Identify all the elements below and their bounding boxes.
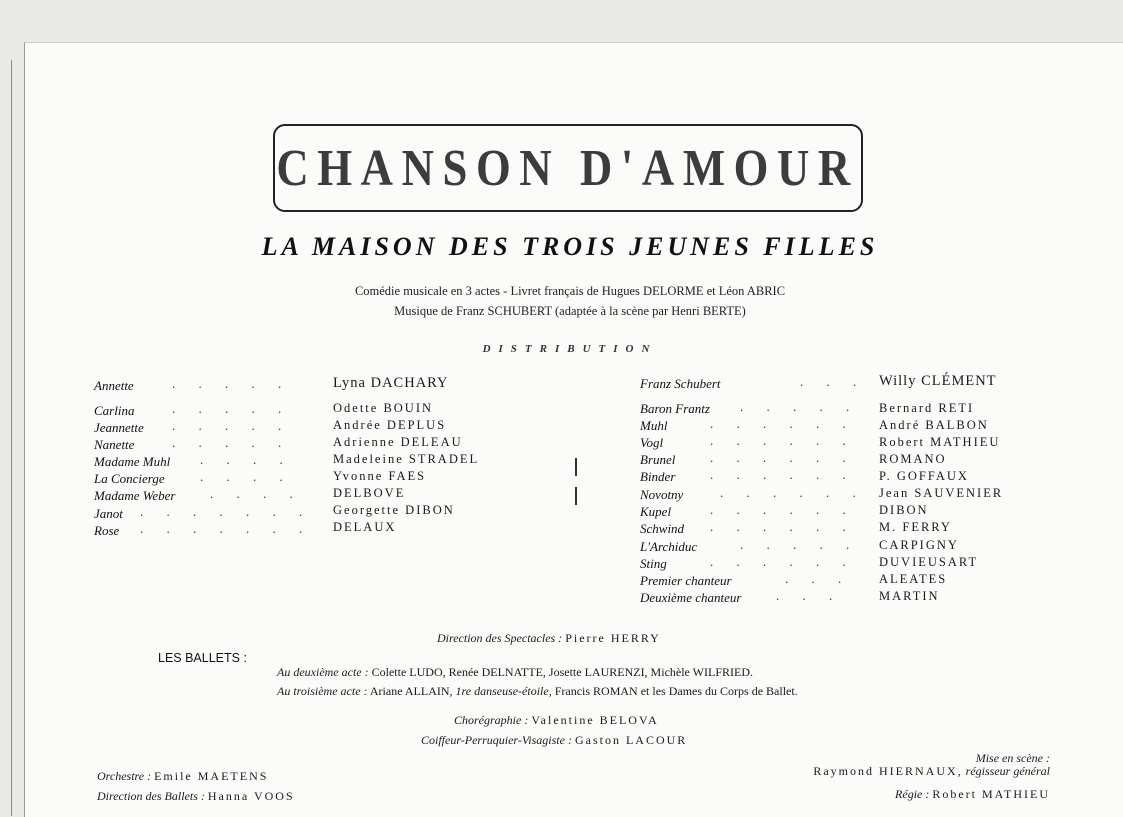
description-line-2: Musique de Franz SCHUBERT (adaptée à la scène par Henri BERTE): [394, 304, 746, 318]
cast-left-role: Nanette: [94, 437, 135, 452]
mise-en-scene-line: [700, 764, 1050, 779]
cast-left-actor: Lyna DACHARY: [333, 375, 449, 391]
orchestre-label: Orchestre :: [97, 769, 152, 783]
leader-dots: . . . . .: [172, 435, 292, 450]
cast-right-actor: CARPIGNY: [879, 538, 959, 552]
choregraphie-name: Valentine BELOVA: [531, 713, 659, 727]
cast-left-actor: Georgette DIBON: [333, 503, 455, 517]
cast-right-actor: DIBON: [879, 503, 929, 517]
cast-right-actor: P. GOFFAUX: [879, 469, 969, 483]
cast-left-actor: Adrienne DELEAU: [333, 435, 463, 449]
ballet-act3-name: Ariane ALLAIN,: [369, 684, 453, 698]
direction-ballets-label: Direction des Ballets :: [97, 789, 205, 803]
ballet-act2-line: [277, 665, 753, 680]
cast-right-role: Novotny: [640, 487, 684, 502]
page-edge-line: [11, 60, 12, 816]
choregraphie-line: [454, 713, 659, 728]
leader-dots: . . .: [785, 571, 852, 586]
cast-left-actor: Yvonne FAES: [333, 469, 427, 483]
ballets-heading: LES BALLETS :: [158, 651, 247, 665]
ballet-act3-label: Au troisième acte :: [277, 684, 368, 698]
cast-right-actor: André BALBON: [879, 418, 989, 432]
cast-right-role: Baron Frantz: [640, 401, 710, 416]
leader-dots: . . . . . .: [710, 554, 856, 569]
leader-dots: . . . . . . .: [140, 521, 313, 536]
column-separator-mark: [575, 487, 577, 505]
cast-right-actor: MARTIN: [879, 589, 940, 603]
direction-spectacles-name: Pierre HERRY: [565, 631, 661, 645]
cast-right-actor: Robert MATHIEU: [879, 435, 1001, 449]
leader-dots: . . . . . . .: [140, 504, 313, 519]
coiffeur-label: Coiffeur-Perruquier-Visagiste :: [421, 733, 572, 747]
cast-left-role: Madame Muhl: [94, 454, 171, 469]
mise-en-scene-name: Raymond HIERNAUX,: [813, 764, 963, 778]
column-separator-mark: [575, 458, 577, 476]
leader-dots: . . . .: [210, 486, 303, 501]
distribution-heading: DISTRIBUTION: [482, 343, 658, 355]
cast-left-role: Madame Weber: [94, 488, 176, 503]
leader-dots: . . . . . .: [710, 450, 856, 465]
leader-dots: . . . . . .: [710, 467, 856, 482]
orchestre-line: [97, 769, 268, 784]
ballet-act3-title: 1re danseuse-étoile,: [455, 684, 552, 698]
ballet-act3-line: [277, 684, 798, 699]
mise-en-scene-label: Mise en scène :: [975, 751, 1050, 765]
cast-right-role: Vogl: [640, 435, 664, 450]
cast-left-actor: Madeleine STRADEL: [333, 452, 480, 466]
ballet-act3-rest: Francis ROMAN et les Dames du Corps de Ballet.: [554, 684, 798, 698]
direction-spectacles-label: Direction des Spectacles :: [437, 631, 563, 645]
cast-right-actor: M. FERRY: [879, 520, 952, 534]
leader-dots: . . . . . .: [720, 485, 866, 500]
cast-right-role: Deuxième chanteur: [640, 590, 742, 605]
cast-right-actor: DUVIEUSART: [879, 555, 979, 569]
regie-line: [750, 787, 1050, 802]
cast-right-role: Premier chanteur: [640, 573, 732, 588]
cast-left-actor: Odette BOUIN: [333, 401, 434, 415]
leader-dots: . . . . .: [172, 376, 292, 391]
cast-right-role: L'Archiduc: [640, 539, 698, 554]
regie-name: Robert MATHIEU: [932, 787, 1050, 801]
title-frame: [273, 124, 863, 212]
cast-right-role: Muhl: [640, 418, 668, 433]
cast-right-role: Schwind: [640, 521, 685, 536]
leader-dots: . . . . .: [172, 418, 292, 433]
coiffeur-line: [421, 733, 687, 748]
ballet-act2-label: Au deuxième acte :: [277, 665, 369, 679]
choregraphie-label: Chorégraphie :: [454, 713, 529, 727]
description-line-1: Comédie musicale en 3 actes - Livret français de Hugues DELORME et Léon ABRIC: [354, 284, 786, 298]
page-subtitle: LA MAISON DES TROIS JEUNES FILLES: [261, 232, 879, 261]
mise-en-scene-title: régisseur général: [965, 764, 1050, 778]
direction-ballets-name: Hanna VOOS: [207, 789, 295, 803]
cast-right-role: Binder: [640, 469, 676, 484]
leader-dots: . . . . .: [172, 401, 292, 416]
cast-left-role: Rose: [94, 523, 120, 538]
cast-left-role: Janot: [94, 506, 123, 521]
cast-left-actor: DELBOVE: [333, 486, 406, 500]
cast-right-role: Sting: [640, 556, 667, 571]
leader-dots: . . . . . .: [710, 519, 856, 534]
cast-right-actor: ROMANO: [879, 452, 947, 466]
orchestre-name: Emile MAETENS: [154, 769, 269, 783]
leader-dots: . . . . . .: [710, 416, 856, 431]
regie-label: Régie :: [895, 787, 930, 801]
cast-right-actor: Jean SAUVENIER: [879, 486, 1004, 500]
leader-dots: . . .: [776, 588, 843, 603]
direction-spectacles-line: [437, 631, 661, 646]
cast-right-role: Brunel: [640, 452, 676, 467]
cast-right-actor: ALEATES: [879, 572, 948, 586]
leader-dots: . . . . .: [740, 399, 860, 414]
leader-dots: . . . . .: [740, 537, 860, 552]
cast-left-role: Annette: [94, 378, 134, 393]
cast-left-actor: DELAUX: [333, 520, 397, 534]
cast-left-role: Carlina: [94, 403, 135, 418]
cast-right-actor: Bernard RETI: [879, 401, 975, 415]
coiffeur-name: Gaston LACOUR: [574, 733, 688, 747]
cast-right-actor: Willy CLÉMENT: [879, 373, 997, 389]
cast-left-role: Jeannette: [94, 420, 144, 435]
leader-dots: . . .: [800, 374, 867, 389]
direction-ballets-line: [97, 789, 295, 804]
cast-right-role: Kupel: [640, 504, 672, 519]
leader-dots: . . . . . .: [710, 502, 856, 517]
cast-right-role: Franz Schubert: [640, 376, 721, 391]
page-title: CHANSON D'AMOUR: [276, 139, 860, 197]
cast-left-actor: Andrée DEPLUS: [333, 418, 447, 432]
leader-dots: . . . .: [200, 452, 293, 467]
ballet-act2-text: Colette LUDO, Renée DELNATTE, Josette LAURENZI, Michèle WILFRIED.: [371, 665, 753, 679]
leader-dots: . . . . . .: [710, 433, 856, 448]
leader-dots: . . . .: [200, 469, 293, 484]
cast-left-role: La Concierge: [94, 471, 165, 486]
